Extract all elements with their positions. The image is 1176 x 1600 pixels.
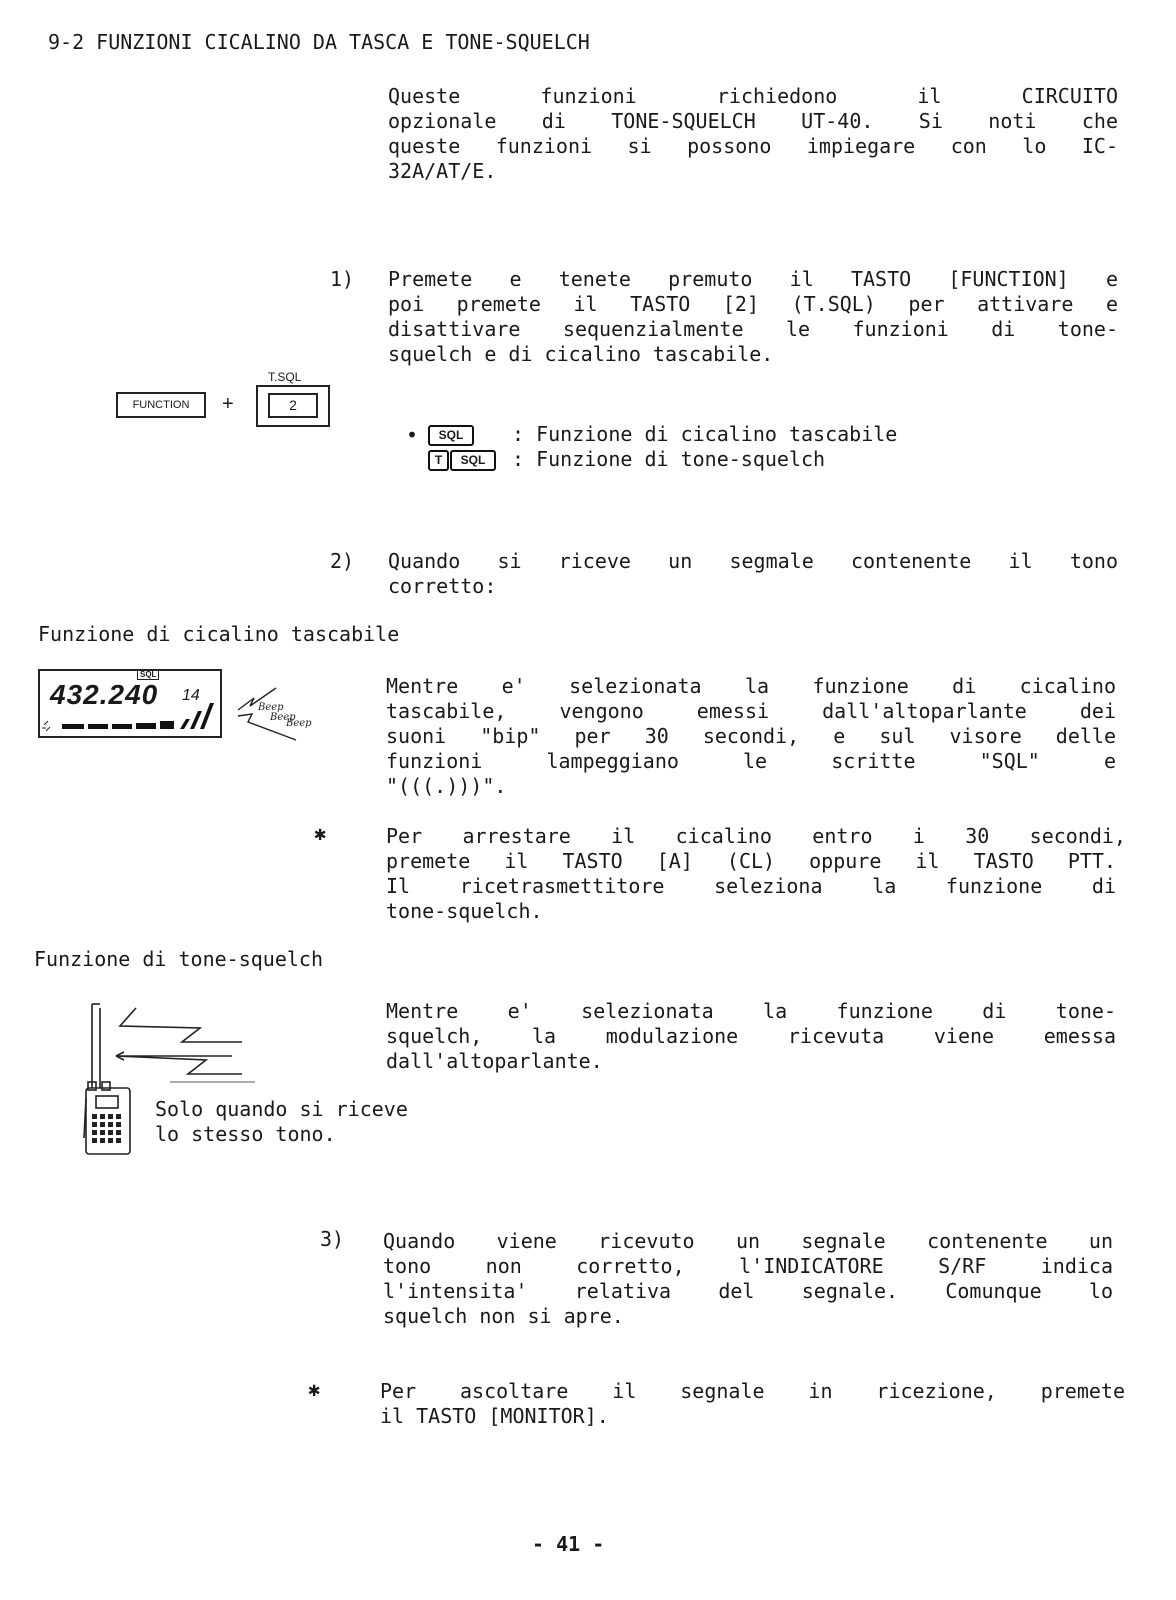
plus-sign: + xyxy=(222,393,234,415)
lcd-sql-indicator: SQL xyxy=(137,669,159,680)
step3-line: Quando viene ricevuto un segnale contenente un xyxy=(383,1229,1113,1253)
radio-caption: Solo quando si riceve xyxy=(155,1097,408,1121)
step1-line: poi premete il TASTO [2] (T.SQL) per attivare e xyxy=(388,292,1118,316)
page-number: - 41 - xyxy=(532,1532,605,1556)
indicator-desc: : Funzione di tone-squelch xyxy=(512,447,826,471)
t-indicator xyxy=(428,450,449,471)
sql-indicator-text: SQL xyxy=(460,453,486,467)
pager-line: suoni "bip" per 30 secondi, e sul visore delle xyxy=(386,724,1116,748)
step-number: 3) xyxy=(320,1227,345,1251)
indicator-desc: : Funzione di cicalino tascabile xyxy=(512,422,898,446)
tsq-heading: Funzione di tone-squelch xyxy=(34,947,323,971)
beep-word: Beep xyxy=(270,712,296,723)
note-asterisk: ✱ xyxy=(308,1377,321,1401)
tsql-key-label: T.SQL xyxy=(268,370,302,384)
pager-note-line: Per arrestare il cicalino entro i 30 secondi, xyxy=(386,824,1126,848)
pager-line: funzioni lampeggiano le scritte "SQL" e xyxy=(386,749,1116,773)
tsq-line: squelch, la modulazione ricevuta viene emessa xyxy=(386,1024,1116,1048)
sql-indicator xyxy=(450,450,496,471)
pager-line: Mentre e' selezionata la funzione di cicalino xyxy=(386,674,1116,698)
step3-line: tono non corretto, l'INDICATORE S/RF indica xyxy=(383,1254,1113,1278)
lcd-channel: 14 xyxy=(182,687,200,704)
step-number: 1) xyxy=(330,267,355,291)
section-title: 9-2 FUNZIONI CICALINO DA TASCA E TONE-SQUELCH xyxy=(48,30,590,54)
note-asterisk: ✱ xyxy=(314,821,327,845)
bullet: • xyxy=(406,423,419,447)
step-number: 2) xyxy=(330,549,355,573)
pager-note-line: Il ricetrasmettitore seleziona la funzione di xyxy=(386,874,1116,898)
tsq-line: dall'altoparlante. xyxy=(386,1049,603,1073)
pager-heading: Funzione di cicalino tascabile xyxy=(38,622,400,646)
step2-line: Quando si riceve un segmale contenente il tono xyxy=(388,549,1118,573)
beep-illustration xyxy=(236,680,336,750)
tsq-line: Mentre e' selezionata la funzione di tone- xyxy=(386,999,1116,1023)
radio-caption: lo stesso tono. xyxy=(155,1122,336,1146)
intro-line: opzionale di TONE-SQUELCH UT-40. Si noti che xyxy=(388,109,1118,133)
sql-indicator-text: SQL xyxy=(438,428,464,442)
step1-line: squelch e di cicalino tascabile. xyxy=(388,342,774,366)
pager-note-line: premete il TASTO [A] (CL) oppure il TASTO PTT. xyxy=(386,849,1116,873)
intro-line: queste funzioni si possono impiegare con lo IC- xyxy=(388,134,1118,158)
intro-line: 32A/AT/E. xyxy=(388,159,497,183)
key-2-outer xyxy=(256,385,330,427)
step3-line: l'intensita' relativa del segnale. Comunque lo xyxy=(383,1279,1113,1303)
beep-word: Beep xyxy=(286,718,312,729)
step2-line: corretto: xyxy=(388,574,497,598)
sql-indicator xyxy=(428,425,474,446)
step1-line: disattivare sequenzialmente le funzioni di tone- xyxy=(388,317,1118,341)
pager-note-line: tone-squelch. xyxy=(386,899,543,923)
step3-line: squelch non si apre. xyxy=(383,1304,624,1328)
key-2-label: 2 xyxy=(289,397,297,413)
lcd-frequency: 432.240 xyxy=(50,679,159,710)
step3-note-line: Per ascoltare il segnale in ricezione, premete xyxy=(380,1379,1125,1403)
pager-line: tascabile, vengono emessi dall'altoparlante dei xyxy=(386,699,1116,723)
step1-line: Premete e tenete premuto il TASTO [FUNCTION] e xyxy=(388,267,1118,291)
t-indicator-text: T xyxy=(434,453,443,467)
step3-note-line: il TASTO [MONITOR]. xyxy=(380,1404,609,1428)
function-key-label: FUNCTION xyxy=(132,399,190,411)
beep-word: Beep xyxy=(258,702,284,713)
intro-line: Queste funzioni richiedono il CIRCUITO xyxy=(388,84,1118,108)
key-2-inner xyxy=(268,393,318,418)
lcd-signal-meter xyxy=(40,671,220,736)
lcd-display xyxy=(38,669,222,738)
pager-line: "(((.)))". xyxy=(386,774,507,798)
function-key xyxy=(116,392,206,418)
